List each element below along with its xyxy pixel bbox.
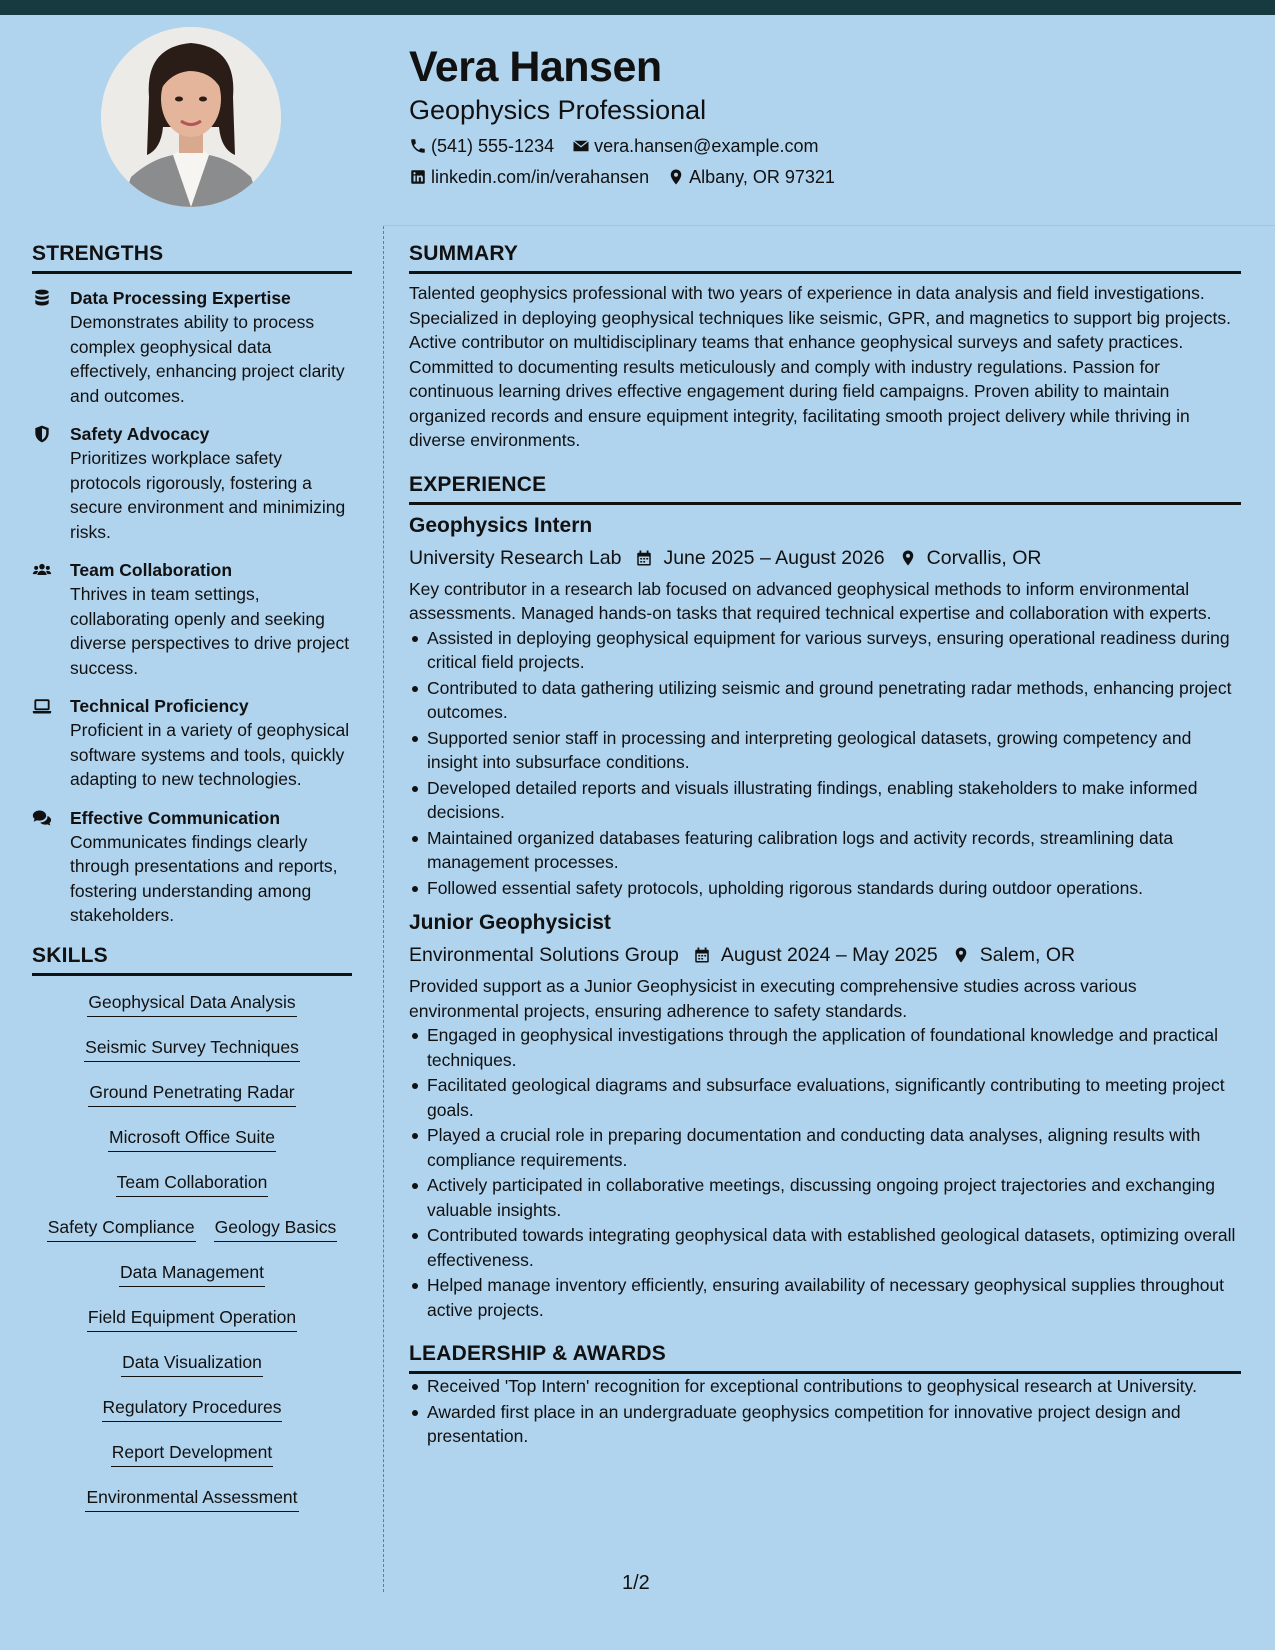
skills-heading: SKILLS [32,943,108,967]
page-number: 1/2 [622,1572,650,1594]
skills-list [32,990,352,1530]
map-pin-icon [952,945,970,965]
strengths-section [32,240,352,928]
email-contact[interactable] [572,134,818,158]
email-text: vera.hansen@example.com [594,136,819,156]
linkedin-text: linkedin.com/in/verahansen [431,167,650,187]
job-desc: Provided support as a Junior Geophysicist in executing comprehensive studies across various environmental projects, ensuring adherence to safety standards. [409,976,1137,1021]
job-title: Junior Geophysicist [409,911,611,934]
job-meta [409,940,1241,970]
job-entry [409,908,1241,1322]
map-pin-icon [667,168,685,186]
profile-photo [101,27,281,207]
strengths-heading: STRENGTHS [32,242,164,265]
skill-tag: Ground Penetrating Radar [88,1080,295,1107]
summary-section [409,240,1241,453]
skill-tag: Safety Compliance [47,1215,196,1242]
strengths-rule [32,271,352,274]
job-org: Environmental Solutions Group [409,944,679,966]
comments-icon [32,808,52,828]
summary-heading: SUMMARY [409,242,519,265]
job-bullets [409,626,1241,901]
contact-row-1 [409,134,1229,158]
list-item: Assisted in deploying geophysical equipment for various surveys, ensuring operational readiness during critical field projects. [427,626,1241,675]
strength-item [32,286,352,408]
skill-tag: Regulatory Procedures [102,1395,283,1422]
job-meta [409,543,1241,573]
strength-desc: Prioritizes workplace safety protocols rigorously, fostering a secure environment and minimizing risks. [70,448,346,542]
contact-row-2 [409,165,1229,189]
right-column [409,240,1241,1450]
experience-section [409,471,1241,1323]
strengths-list [32,286,352,928]
list-item: Actively participated in collaborative meetings, discussing ongoing project trajectories and exchanging valuable insights. [427,1173,1241,1222]
job-desc: Key contributor in a research lab focused on advanced geophysical methods to inform environmental assessments. Managed hands-on tasks that required technical expertise and collaboration with experts. [409,578,1212,623]
job-bullets [409,1023,1241,1322]
linkedin-contact[interactable] [409,165,649,189]
job-org: University Research Lab [409,546,622,569]
strength-desc: Demonstrates ability to process complex geophysical data effectively, enhancing project clarity and outcomes. [70,312,345,406]
list-item: Maintained organized databases featuring calibration logs and activity records, streamlining data management processes. [427,826,1241,875]
strength-name: Technical Proficiency [70,696,249,716]
strength-item [32,558,352,680]
skill-tag: Environmental Assessment [85,1485,298,1512]
strength-desc: Communicates findings clearly through presentations and reports, fostering understanding among stakeholders. [70,831,338,925]
skill-tag: Data Visualization [121,1350,263,1377]
phone-contact[interactable] [409,134,554,158]
list-item: Followed essential safety protocols, upholding rigorous standards during outdoor operations. [427,876,1241,901]
job-dates: June 2025 – August 2026 [663,546,885,569]
left-column [32,240,352,1530]
header-divider [384,225,1275,226]
skill-tag: Team Collaboration [116,1170,269,1197]
job-entry [409,511,1241,901]
location-text: Albany, OR 97321 [689,167,835,187]
skill-tag: Seismic Survey Techniques [84,1035,300,1062]
job-location: Corvallis, OR [926,546,1042,569]
strength-name: Effective Communication [70,807,281,828]
candidate-name: Vera Hansen [409,43,662,91]
summary-text: Talented geophysics professional with two years of experience in data analysis and field investigations. Specialized in deploying geophysical techniques like seismic, GPR, and magnetics to support big projects. Active contributor on multidisciplinary teams that enhance geophysical surveys and safety practices. Committed to documenting results meticulously and comply with industry regulations. Passion for continuous learning drives effective engagement during field campaigns. Proven ability to maintain organized records and ensure equipment integrity, facilitating smooth project delivery while thriving in diverse environments. [409,283,1231,450]
column-divider [383,226,384,1592]
list-item: Facilitated geological diagrams and subsurface evaluations, significantly contributing to meeting project goals. [427,1073,1241,1122]
list-item: Engaged in geophysical investigations through the application of foundational knowledge and practical techniques. [427,1023,1241,1072]
list-item: Awarded first place in an undergraduate geophysics competition for innovative project design and presentation. [427,1400,1241,1449]
strength-desc: Proficient in a variety of geophysical software systems and tools, quickly adapting to new technologies. [70,720,350,789]
calendar-icon [635,548,653,568]
leadership-section [409,1340,1241,1449]
summary-rule [409,271,1241,274]
database-icon [32,288,52,308]
awards-list [409,1374,1241,1449]
linkedin-icon [409,168,427,186]
strength-item [32,806,352,928]
strength-item [32,422,352,544]
job-location: Salem, OR [979,944,1076,966]
leadership-heading: LEADERSHIP & AWARDS [409,1342,666,1365]
location-contact [667,165,835,189]
strength-name: Safety Advocacy [70,424,210,444]
strength-item [32,694,352,792]
shield-icon [32,424,52,444]
strength-name: Data Processing Expertise [70,288,291,308]
list-item: Helped manage inventory efficiently, ensuring availability of necessary geophysical supplies throughout active projects. [427,1273,1241,1322]
envelope-icon [572,137,590,155]
laptop-icon [32,696,52,716]
list-item: Contributed to data gathering utilizing seismic and ground penetrating radar methods, enhancing project outcomes. [427,676,1241,725]
skills-section [32,942,352,1530]
experience-rule [409,502,1241,505]
candidate-title: Geophysics Professional [409,95,707,125]
list-item: Received 'Top Intern' recognition for exceptional contributions to geophysical research at University. [427,1374,1241,1399]
list-item: Contributed towards integrating geophysical data with established geological datasets, optimizing overall effectiveness. [427,1223,1241,1272]
strength-desc: Thrives in team settings, collaborating openly and seeking diverse perspectives to drive project success. [70,584,350,678]
header [409,40,1229,189]
list-item: Developed detailed reports and visuals illustrating findings, enabling stakeholders to make informed decisions. [427,776,1241,825]
skill-tag: Microsoft Office Suite [108,1125,276,1152]
calendar-icon [693,945,711,965]
skill-tag: Geology Basics [214,1215,338,1242]
map-pin-icon [899,548,917,568]
top-bar [0,0,1275,15]
phone-icon [409,137,427,155]
skills-rule [32,973,352,976]
phone-text: (541) 555-1234 [431,136,555,156]
job-dates: August 2024 – May 2025 [720,944,938,966]
job-title: Geophysics Intern [409,513,593,537]
list-item: Played a crucial role in preparing documentation and conducting data analyses, aligning results with compliance requirements. [427,1123,1241,1172]
list-item: Supported senior staff in processing and interpreting geological datasets, growing competency and insight into subsurface conditions. [427,726,1241,775]
users-icon [32,560,52,580]
experience-heading: EXPERIENCE [409,472,547,496]
strength-name: Team Collaboration [70,560,233,580]
skill-tag: Field Equipment Operation [87,1305,297,1332]
skill-tag: Data Management [119,1260,265,1287]
skill-tag: Geophysical Data Analysis [87,990,296,1017]
skill-tag: Report Development [111,1440,274,1467]
